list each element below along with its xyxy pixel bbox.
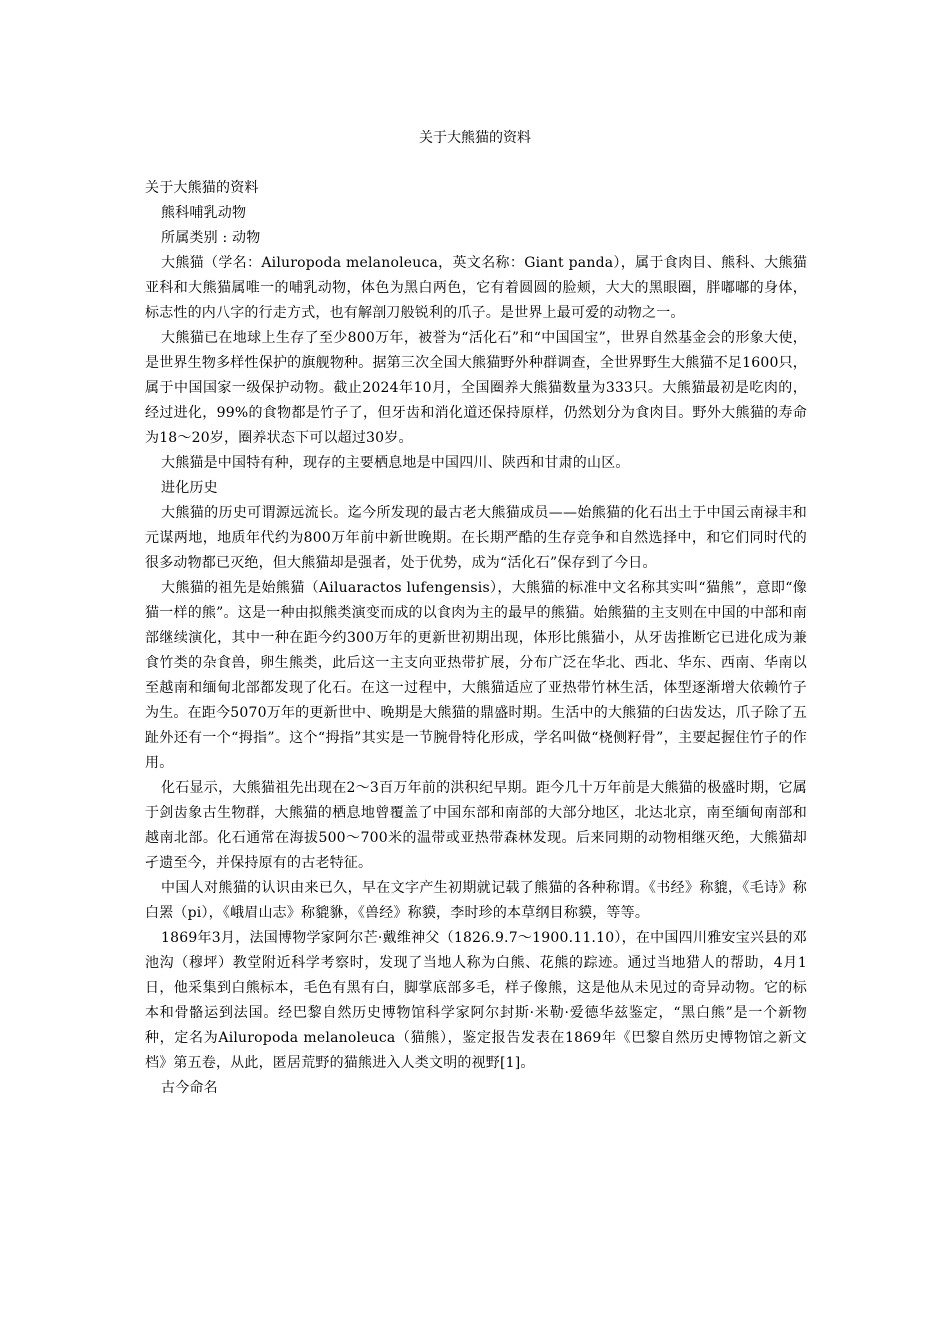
paragraph-ancestor: 大熊猫的祖先是始熊猫（Ailuaractos lufengensis），大熊猫的标准中文名称其实叫“猫熊”，意即“像猫一样的熊”。这是一种由拟熊类演变而成的以食肉为主的最早的熊猫。始熊猫的主支则在中国的中部和南部继续演化，其中一种在距今约300万年的更新世初期出现，体形比熊猫小，从牙齿推断它已进化成为兼食竹类的杂食兽，卵生熊类，此后这一主支向亚热带扩展，分布广泛在华北、西北、华东、西南、华南以至越南和缅甸北部都发现了化石。在这一过程中，大熊猫适应了亚热带竹林生活，体型逐渐增大依赖竹子为生。在距今5070万年的更新世中、晚期是大熊猫的鼎盛时期。生活中的大熊猫的臼齿发达，爪子除了五趾外还有一个“拇指”。这个“拇指”其实是一节腕骨特化形成，学名叫做“桡侧籽骨”，主要起握住竹子的作用。 xyxy=(145,580,807,771)
paragraph-fossil: 化石显示，大熊猫祖先出现在2～3百万年前的洪积纪早期。距今几十万年前是大熊猫的极盛时期，它属于剑齿象古生物群，大熊猫的栖息地曾覆盖了中国东部和南部的大部分地区，北达北京，南至缅甸南部和越南北部。化石通常在海拔500～700米的温带或亚热带森林发现。后来同期的动物相继灭绝，大熊猫却孑遗至今，并保持原有的古老特征。 xyxy=(145,780,807,871)
paragraph-habitat: 大熊猫是中国特有种，现存的主要栖息地是中国四川、陕西和甘肃的山区。 xyxy=(161,455,630,471)
section-heading-evolution: 进化历史 xyxy=(161,480,218,496)
document-title: 关于大熊猫的资料 xyxy=(419,130,531,146)
paragraph-history: 大熊猫的历史可谓源远流长。迄今所发现的最古老大熊猫成员——始熊猫的化石出土于中国云南禄丰和元谋两地，地质年代约为800万年前中新世晚期。在长期严酷的生存竞争和自然选择中，和它们同时代的很多动物都已灭绝，但大熊猫却是强者，处于优势，成为“活化石”保存到了今日。 xyxy=(145,505,807,571)
body-heading: 关于大熊猫的资料 xyxy=(145,180,259,196)
section-heading-naming: 古今命名 xyxy=(161,1080,218,1096)
paragraph-ancient-names: 中国人对熊猫的认识由来已久，早在文字产生初期就记载了熊猫的各种称谓。《书经》称貔，《毛诗》称白罴（pi），《峨眉山志》称貔貅，《兽经》称貘，李时珍的本草纲目称貘，等等。 xyxy=(145,880,807,921)
document-body xyxy=(145,176,807,1101)
paragraph-discovery: 1869年3月，法国博物学家阿尔芒·戴维神父（1826.9.7～1900.11.10），在中国四川雅安宝兴县的邓池沟（穆坪）教堂附近科学考察时，发现了当地人称为白熊、花熊的踪迹。通过当地猎人的帮助，4月1日，他采集到白熊标本，毛色有黑有白，脚掌底部多毛，样子像熊，这是他从未见过的奇异动物。它的标本和骨骼运到法国。经巴黎自然历史博物馆科学家阿尔封斯·米勒·爱德华兹鉴定，“黑白熊”是一个新物种，定名为Ailuropoda melanoleuca（猫熊），鉴定报告发表在1869年《巴黎自然历史博物馆之新文档》第五卷，从此，匿居荒野的猫熊进入人类文明的视野[1]。 xyxy=(145,930,807,1071)
paragraph-family: 熊科哺乳动物 xyxy=(161,205,247,221)
paragraph-category: 所属类别 : 动物 xyxy=(161,230,261,246)
paragraph-status: 大熊猫已在地球上生存了至少800万年，被誉为“活化石”和“中国国宝”，世界自然基金会的形象大使，是世界生物多样性保护的旗舰物种。据第三次全国大熊猫野外种群调查，全世界野生大熊猫不足1600只，属于中国国家一级保护动物。截止2024年10月，全国圈养大熊猫数量为333只。大熊猫最初是吃肉的，经过进化，99%的食物都是竹子了，但牙齿和消化道还保持原样，仍然划分为食肉目。野外大熊猫的寿命为18～20岁，圈养状态下可以超过30岁。 xyxy=(145,330,807,446)
paragraph-intro: 大熊猫（学名：Ailuropoda melanoleuca，英文名称：Giant panda），属于食肉目、熊科、大熊猫亚科和大熊猫属唯一的哺乳动物，体色为黑白两色，它有着圆圆的脸颊，大大的黑眼圈，胖嘟嘟的身体，标志性的内八字的行走方式，也有解剖刀般锐利的爪子。是世界上最可爱的动物之一。 xyxy=(145,255,807,321)
